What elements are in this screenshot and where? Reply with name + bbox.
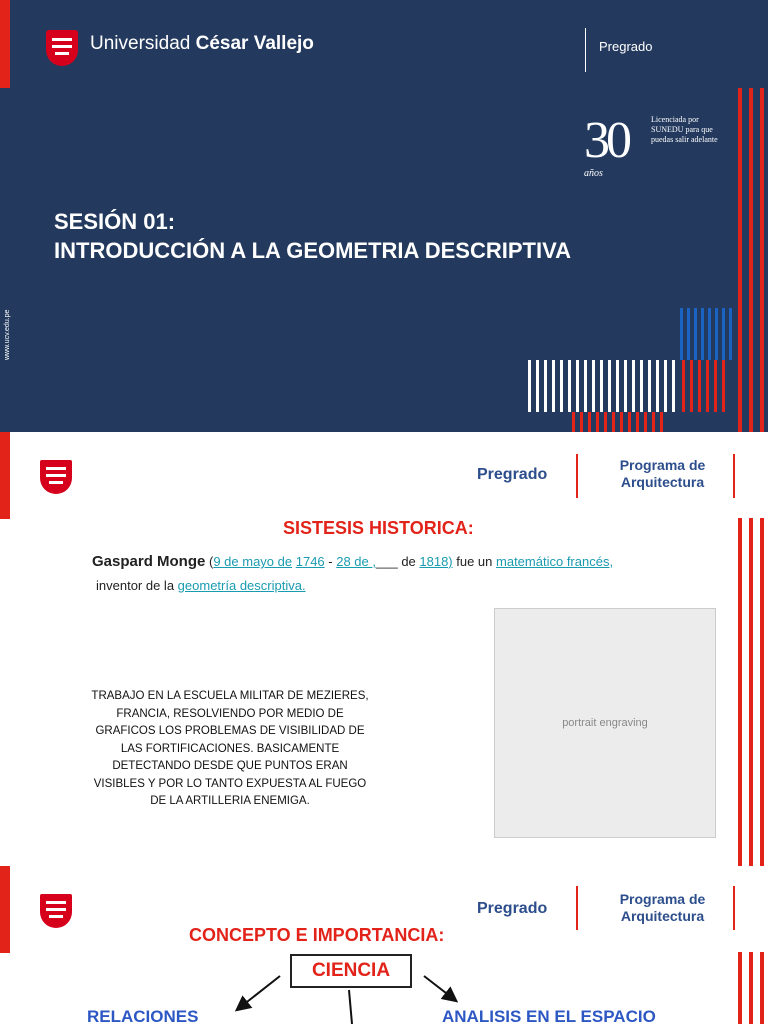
monge-portrait-image: portrait engraving bbox=[494, 608, 716, 838]
pregrado-label: Pregrado bbox=[477, 466, 548, 483]
arrow-right bbox=[424, 976, 455, 1000]
slide-title: SESIÓN 01: INTRODUCCIÓN A LA GEOMETRIA DESCRIPTIVA bbox=[54, 209, 571, 263]
red-vertical-bars bbox=[738, 952, 768, 1024]
title-slide bbox=[0, 0, 768, 432]
death-year-link[interactable]: 1818) bbox=[419, 554, 453, 569]
section-title: SISTESIS HISTORICA: bbox=[283, 518, 474, 538]
program-label: Programa de Arquitectura bbox=[619, 891, 706, 924]
section-title: CONCEPTO E IMPORTANCIA: bbox=[189, 925, 445, 945]
arrow-left bbox=[238, 976, 280, 1009]
arrow-down bbox=[349, 990, 352, 1024]
header-divider bbox=[733, 454, 735, 498]
birth-date-link[interactable]: 9 de mayo de bbox=[213, 554, 293, 569]
history-paragraph: TRABAJO EN LA ESCUELA MILITAR DE MEZIERES, FRANCIA, RESOLVIENDO POR MEDIO DE GRAFICOS LOS PROBLEMAS DE VISIBILIDAD DE LAS FORTIFICACIONES. BASICAMENTE DETECTANDO DESDE QUE PUNTOS ERAN VISIBLES Y POR LO TANTO EXPUESTA AL FUEGO DE LA ARTILLERIA ENEMIGA. bbox=[91, 690, 369, 807]
program-label: Programa de Arquitectura bbox=[619, 457, 706, 490]
blue-stripes-decoration bbox=[680, 308, 740, 360]
relaciones-label: RELACIONES bbox=[87, 1007, 199, 1024]
anniversary-word: años bbox=[584, 168, 603, 179]
monge-intro: Gaspard Monge (9 de mayo de 1746 - 28 de ,___ de 1818) fue un matemático francés, bbox=[92, 553, 614, 570]
ciencia-box: CIENCIA bbox=[290, 954, 412, 988]
website-label: www.ucv.edu.pe bbox=[4, 309, 11, 360]
red-vertical-bars bbox=[738, 518, 768, 866]
pregrado-label: Pregrado bbox=[599, 39, 653, 54]
licensed-text: Licenciada por SUNEDU para que puedas salir adelante bbox=[651, 115, 718, 144]
person-name: Gaspard Monge bbox=[92, 553, 206, 570]
header-divider bbox=[576, 454, 578, 498]
profession-link[interactable]: matemático francés, bbox=[496, 554, 614, 569]
concept-arrows bbox=[0, 866, 768, 1024]
death-date-link[interactable]: 28 de bbox=[336, 554, 373, 569]
ucv-logo-icon bbox=[46, 30, 78, 66]
pregrado-label: Pregrado bbox=[477, 900, 548, 917]
monge-inventor-line: inventor de la geometría descriptiva. bbox=[96, 578, 306, 593]
red-accent-bar bbox=[0, 0, 10, 88]
invention-link[interactable]: geometría descriptiva. bbox=[177, 578, 306, 593]
header-divider bbox=[585, 28, 586, 72]
analisis-label: ANALISIS EN EL ESPACIO bbox=[442, 1007, 656, 1024]
history-slide bbox=[0, 432, 768, 866]
university-name: Universidad César Vallejo bbox=[90, 33, 314, 54]
concept-slide bbox=[0, 866, 768, 1024]
ucv-logo-icon bbox=[40, 460, 72, 494]
death-month-link[interactable]: , bbox=[372, 554, 376, 569]
red-accent-bar bbox=[0, 432, 10, 519]
anniversary-number: 30 bbox=[584, 112, 628, 169]
birth-year-link[interactable]: 1746 bbox=[295, 554, 325, 569]
red-vertical-bars bbox=[738, 88, 768, 432]
